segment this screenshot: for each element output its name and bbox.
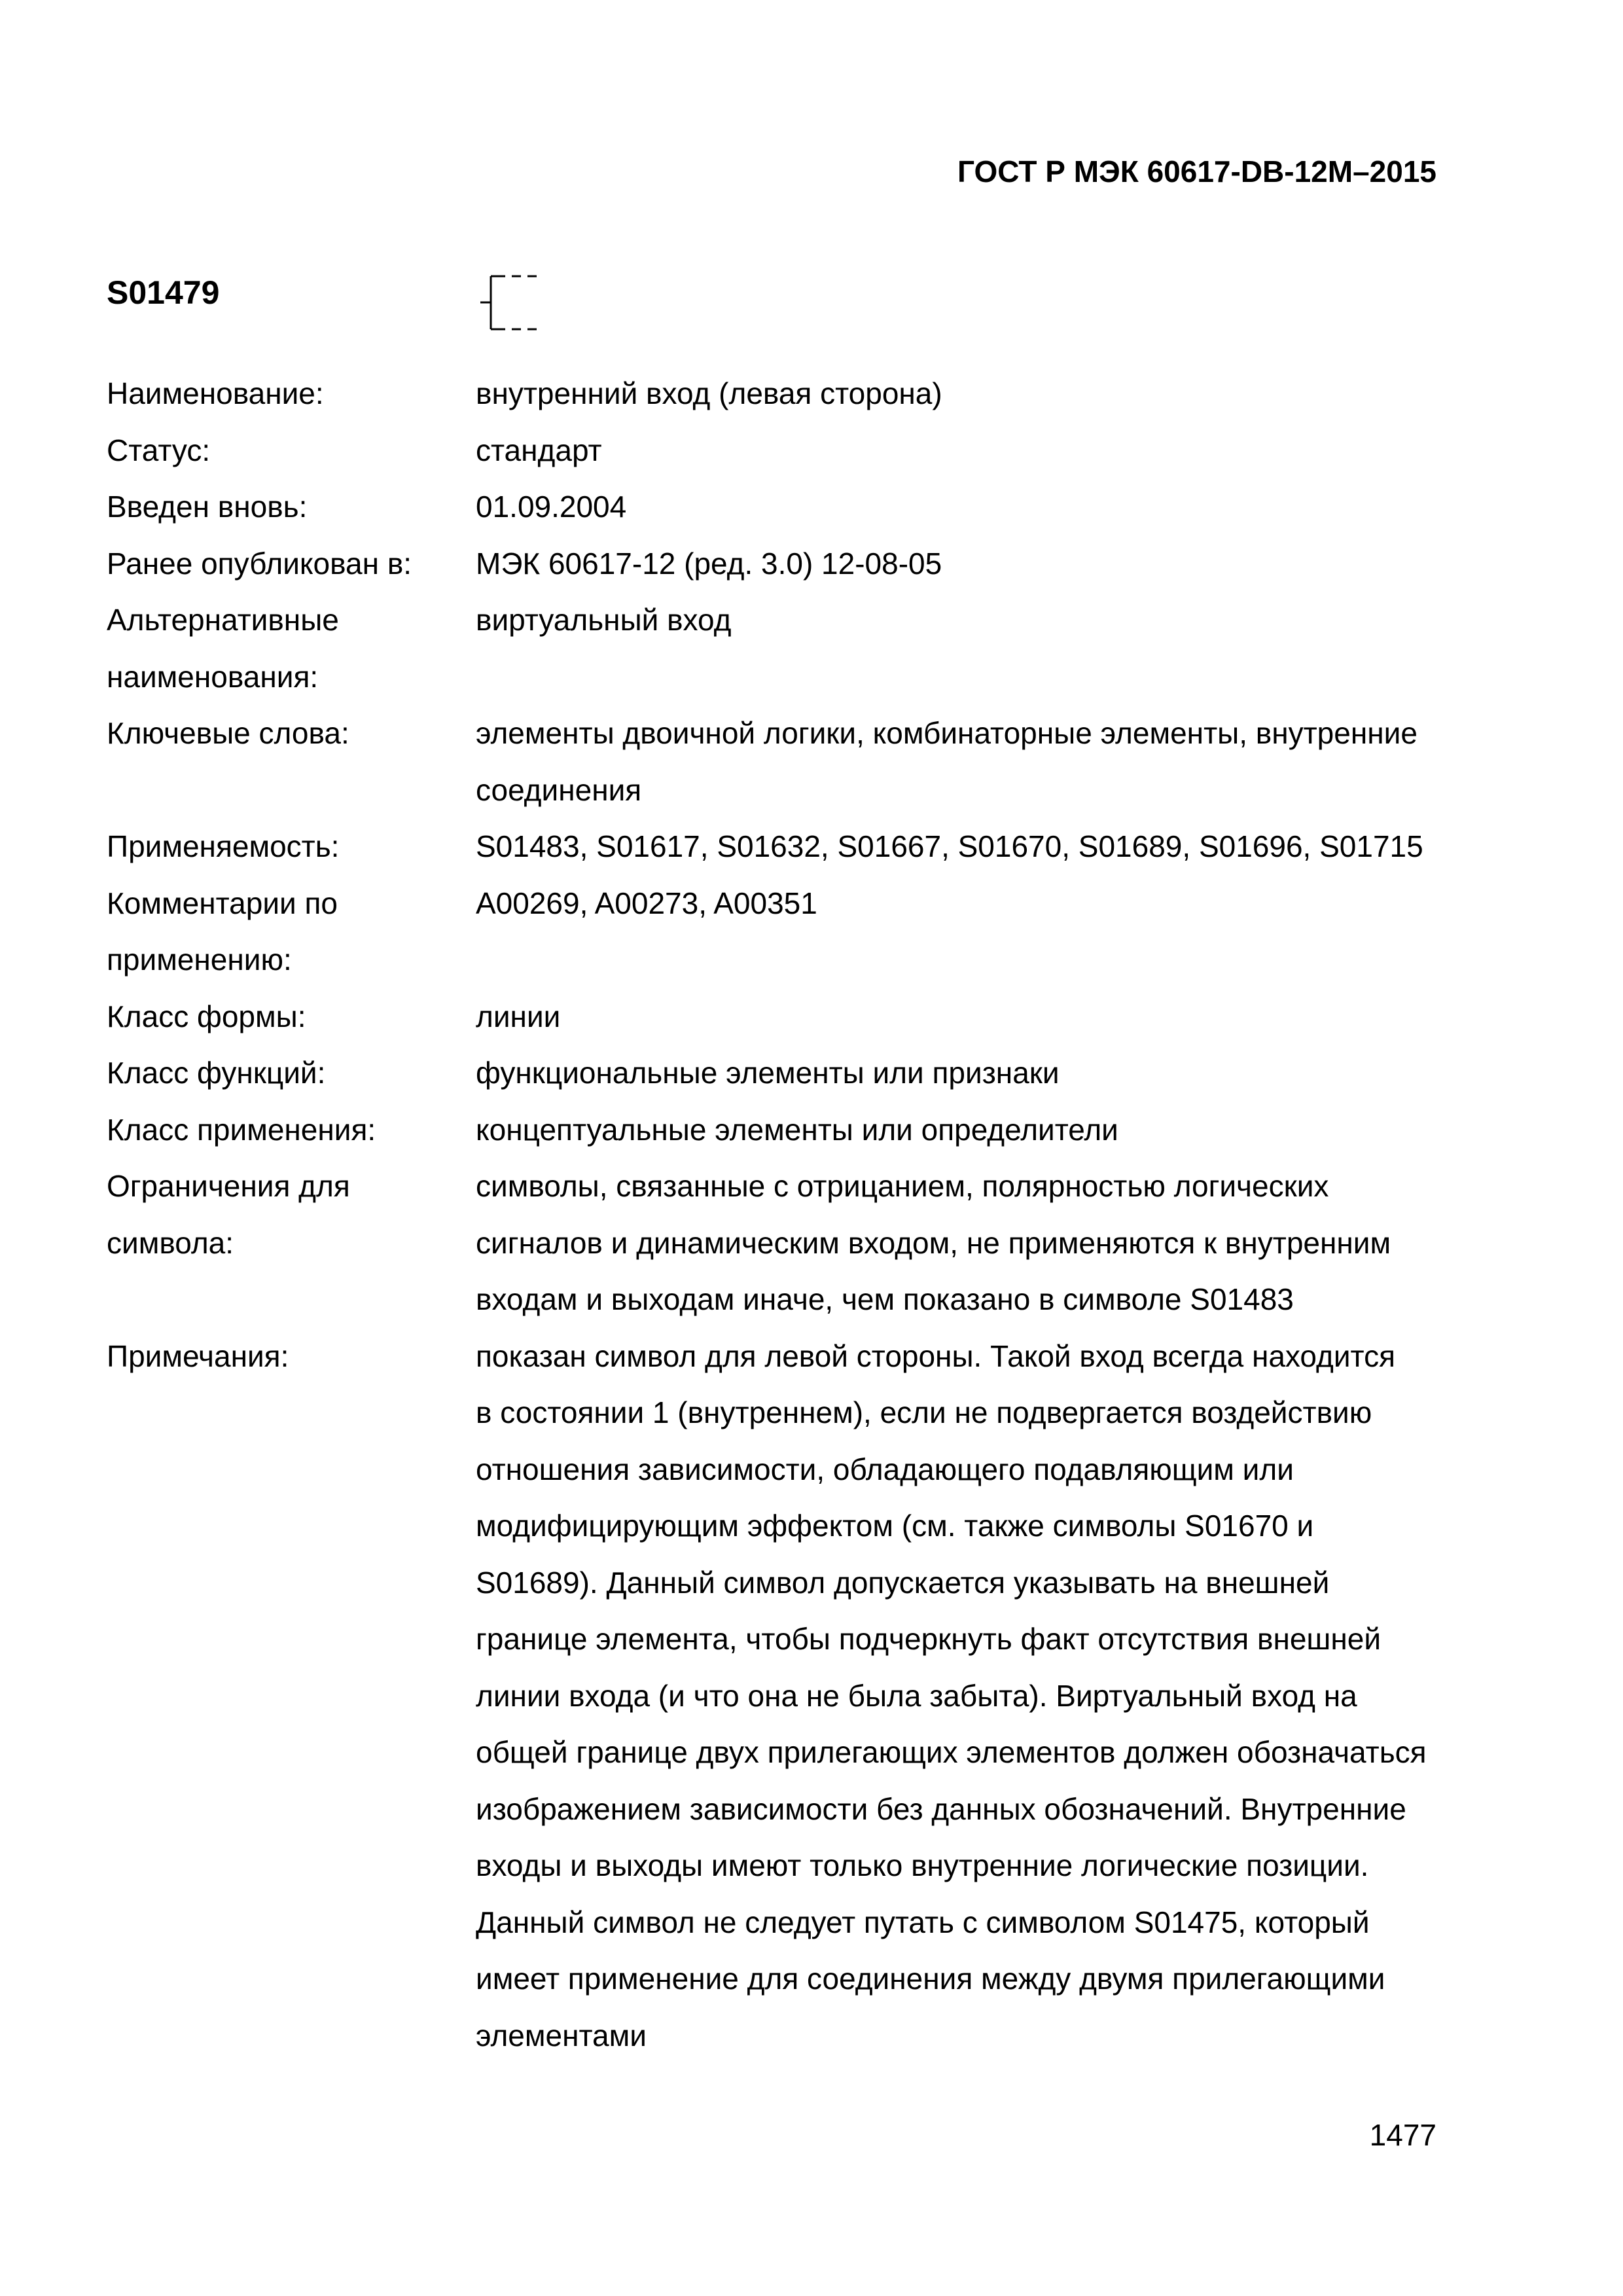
field-value: линии [476,999,561,1033]
field-value: элементы двоичной логики, комбинаторные элементы, внутренние соединения [476,716,1418,807]
field-value: S01483, S01617, S01632, S01667, S01670, S01689, S01696, S01715 [476,829,1423,863]
field-value: 01.09.2004 [476,490,627,524]
internal-input-left-symbol-icon [471,265,563,340]
field-label: Ограничения для символа: [107,1169,350,1260]
field-value: функциональные элементы или признаки [476,1056,1060,1090]
field-label: Альтернативные наименования: [107,603,339,694]
field-label: Класс формы: [107,999,306,1033]
page-number: 1477 [1369,2118,1436,2152]
field-label: Введен вновь: [107,490,308,524]
field-symbol-restrictions [107,1158,1533,1328]
field-label: Наименование: [107,376,324,410]
field-value: стандарт [476,433,602,467]
field-label: Класс функций: [107,1056,326,1090]
field-function-class [107,1045,1533,1102]
field-value: внутренний вход (левая сторона) [476,376,942,410]
field-value: A00269, A00273, A00351 [476,886,817,920]
field-status [107,422,1533,479]
symbol-code: S01479 [107,274,220,311]
field-label: Ключевые слова: [107,716,349,750]
field-value: виртуальный вход [476,603,732,637]
field-value: МЭК 60617-12 (ред. 3.0) 12-08-05 [476,546,942,581]
field-application-comments [107,875,1533,988]
field-notes [107,1328,1533,2064]
field-keywords [107,705,1533,818]
field-introduced [107,478,1533,535]
field-previously-published [107,535,1533,592]
field-label: Класс применения: [107,1112,376,1147]
field-value: символы, связанные с отрицанием, полярностью логических сигналов и динамическим входом, не применяются к внутренним входам и выходам иначе, чем показано в символе S01483 [476,1169,1391,1316]
field-label: Статус: [107,433,211,467]
field-application-class [107,1102,1533,1158]
standard-header: ГОСТ Р МЭК 60617-DB-12M–2015 [957,154,1436,188]
symbol-attributes [107,365,1533,2064]
field-applicability [107,818,1533,875]
field-label: Применяемость: [107,829,340,863]
field-label: Примечания: [107,1338,289,1373]
field-value: показан символ для левой стороны. Такой вход всегда находится в состоянии 1 (внутреннем), если не подвергается воздействию отношения зависимости, обладающего подавляющим или модифицирующим эффектом (см. также символы S01670 и S01689). Данный символ допускается указывать на внешней границе элемента, чтобы подчеркнуть факт отсутствия внешней линии входа (и что она не была забыта). Виртуальный вход на общей границе двух прилегающих элементов должен обозначаться изображением зависимости без данных обозначений. Внутренние входы и выходы имеют только внутренние логические позиции. Данный символ не следует путать с символом S01475, который имеет применение для соединения между двумя прилегающими элементами [476,1338,1427,2053]
field-name [107,365,1533,422]
field-value: концептуальные элементы или определители [476,1112,1118,1147]
field-shape-class [107,988,1533,1045]
field-label: Ранее опубликован в: [107,546,412,581]
field-label: Комментарии по применению: [107,886,338,977]
field-alternative-names [107,592,1533,705]
